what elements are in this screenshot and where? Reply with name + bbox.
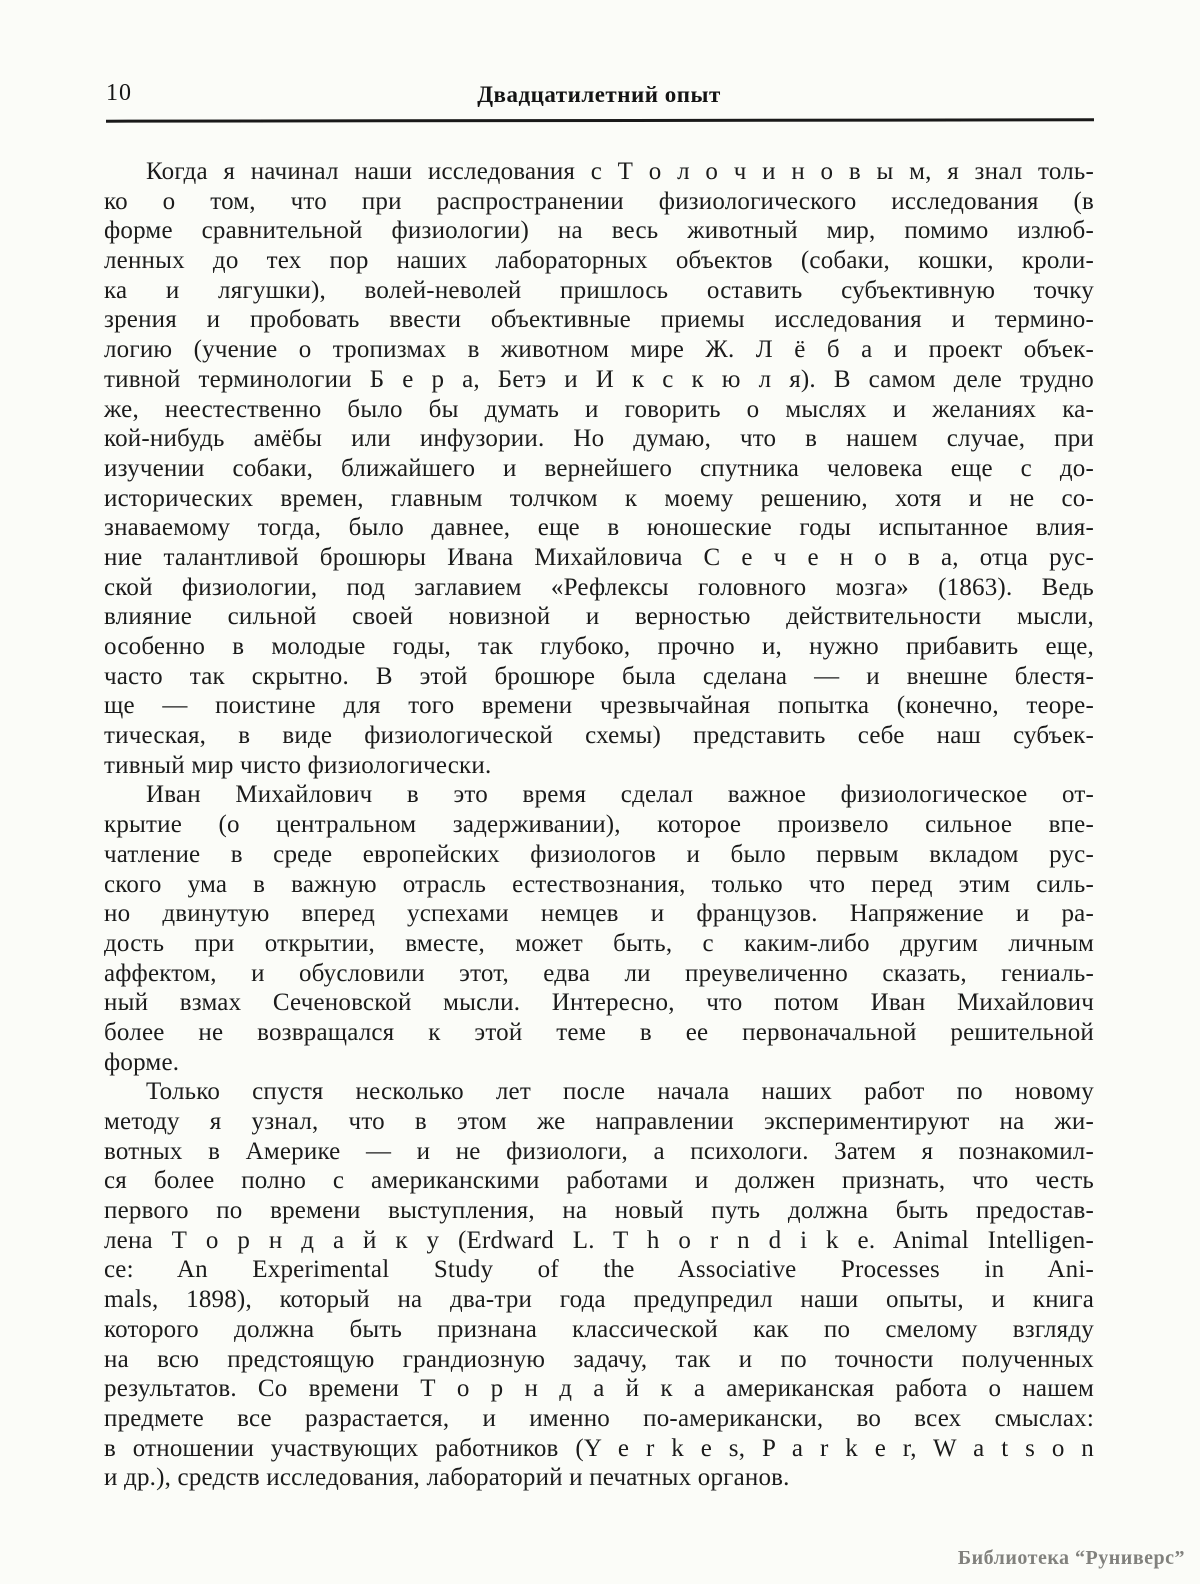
- text-line: тивной терминологии Б е р а, Бетэ и И к с к ю л я). В самом деле трудно: [104, 365, 1094, 393]
- text-line: mals, 1898), который на два-три года предупредил наши опыты, и книга: [104, 1286, 1094, 1314]
- text-line: знаваемому тогда, было давнее, еще в юношеские годы испытанное влия-: [104, 514, 1094, 542]
- text-line: в отношении участвующих работников (Y e r k e s, P a r k e r, W a t s o n: [104, 1434, 1094, 1462]
- text-line: ce: An Experimental Study of the Associative Processes in Ani-: [104, 1256, 1094, 1284]
- text-line: логию (учение о тропизмах в животном мире Ж. Л ё б а и проект объек-: [104, 336, 1094, 364]
- text-line: особенно в молодые годы, так глубоко, прочно и, нужно прибавить еще,: [104, 633, 1094, 660]
- text-line: и др.), средств исследования, лабораторий и печатных органов.: [104, 1464, 790, 1492]
- text-line: исторических времен, главным толчком к моему решению, хотя и не со-: [104, 484, 1094, 512]
- text-line: зрения и пробовать ввести объективные приемы исследования и термино-: [104, 306, 1094, 334]
- page-number: 10: [106, 80, 132, 106]
- running-title: Двадцатилетний опыт: [477, 82, 721, 107]
- text-line: результатов. Со времени Т о р н д а й к а американская работа о нашем: [104, 1375, 1094, 1403]
- text-line: методу я узнал, что в этом же направлении экспериментируют на жи-: [104, 1108, 1094, 1135]
- text-line: тивный мир чисто физиологически.: [104, 751, 492, 779]
- body-text-block: [104, 157, 1094, 1493]
- text-line: аффектом, и обусловили этот, едва ли преувеличенно сказать, гениаль-: [104, 959, 1094, 987]
- text-line: на всю предстоящую грандиозную задачу, так и по точности полученных: [104, 1345, 1094, 1373]
- text-line: кой-нибудь амёбы или инфузории. Но думаю, что в нашем случае, при: [104, 425, 1094, 453]
- text-line: ще — поистине для того времени чрезвычайная попытка (конечно, теоре-: [104, 692, 1094, 720]
- text-line: ской физиологии, под заглавием «Рефлексы головного мозга» (1863). Ведь: [104, 573, 1094, 601]
- text-line: крытие (о центральном задерживании), которое произвело сильное впе-: [104, 811, 1094, 839]
- text-line: вотных в Америке — и не физиологи, а психологи. Затем я познакомил-: [104, 1137, 1094, 1165]
- text-line: ный взмах Сеченовской мысли. Интересно, что потом Иван Михайлович: [104, 989, 1094, 1017]
- text-line: первого по времени выступления, на новый путь должна быть предостав-: [104, 1197, 1094, 1225]
- text-line: но двинутую вперед успехами немцев и французов. Напряжение и ра-: [104, 900, 1094, 928]
- text-line: ленных до тех пор наших лабораторных объектов (собаки, кошки, кроли-: [104, 247, 1094, 275]
- text-line: влияние сильной своей новизной и верностью действительности мысли,: [104, 603, 1094, 631]
- text-line: Иван Михайлович в это время сделал важное физиологическое от-: [146, 781, 1094, 809]
- text-line: же, неестественно было бы думать и говорить о мыслях и желаниях ка-: [104, 395, 1094, 423]
- text-line: более не возвращался к этой теме в ее первоначальной решительной: [104, 1018, 1094, 1046]
- text-line: ка и лягушки), волей-неволей пришлось оставить субъективную точку: [104, 276, 1094, 304]
- text-line: ко о том, что при распространении физиологического исследования (в: [104, 187, 1094, 215]
- text-line: форме сравнительной физиологии) на весь животный мир, помимо излюб-: [104, 217, 1094, 245]
- header-rule: [106, 118, 1094, 122]
- text-line: Когда я начинал наши исследования с Т о л о ч и н о в ы м, я знал толь-: [146, 158, 1094, 185]
- text-line: ского ума в важную отрасль естествознания, только что перед этим силь-: [104, 870, 1094, 898]
- text-line: дость при открытии, вместе, может быть, с каким-либо другим личным: [104, 929, 1094, 957]
- text-line: изучении собаки, ближайшего и вернейшего спутника человека еще с до-: [104, 454, 1094, 482]
- text-line: которого должна быть признана классической как по смелому взгляду: [104, 1315, 1094, 1343]
- text-line: Только спустя несколько лет после начала наших работ по новому: [146, 1078, 1094, 1106]
- text-line: ние талантливой брошюры Ивана Михайловича С е ч е н о в а, отца рус-: [104, 543, 1094, 571]
- text-line: часто так скрытно. В этой брошюре была сделана — и внешне блестя-: [104, 662, 1094, 690]
- text-line: чатление в среде европейских физиологов и было первым вкладом рус-: [104, 840, 1094, 868]
- text-line: предмете все разрастается, и именно по-американски, во всех смыслах:: [104, 1404, 1094, 1432]
- text-line: тическая, в виде физиологической схемы) представить себе наш субъек-: [104, 722, 1094, 750]
- text-line: ся более полно с американскими работами и должен признать, что честь: [104, 1167, 1094, 1195]
- text-line: форме.: [104, 1048, 180, 1076]
- library-watermark: Библиотека “Руниверс”: [957, 1547, 1185, 1569]
- text-line: лена Т о р н д а й к у (Erdward L. T h o r n d i k e. Animal Intelligen-: [104, 1226, 1094, 1254]
